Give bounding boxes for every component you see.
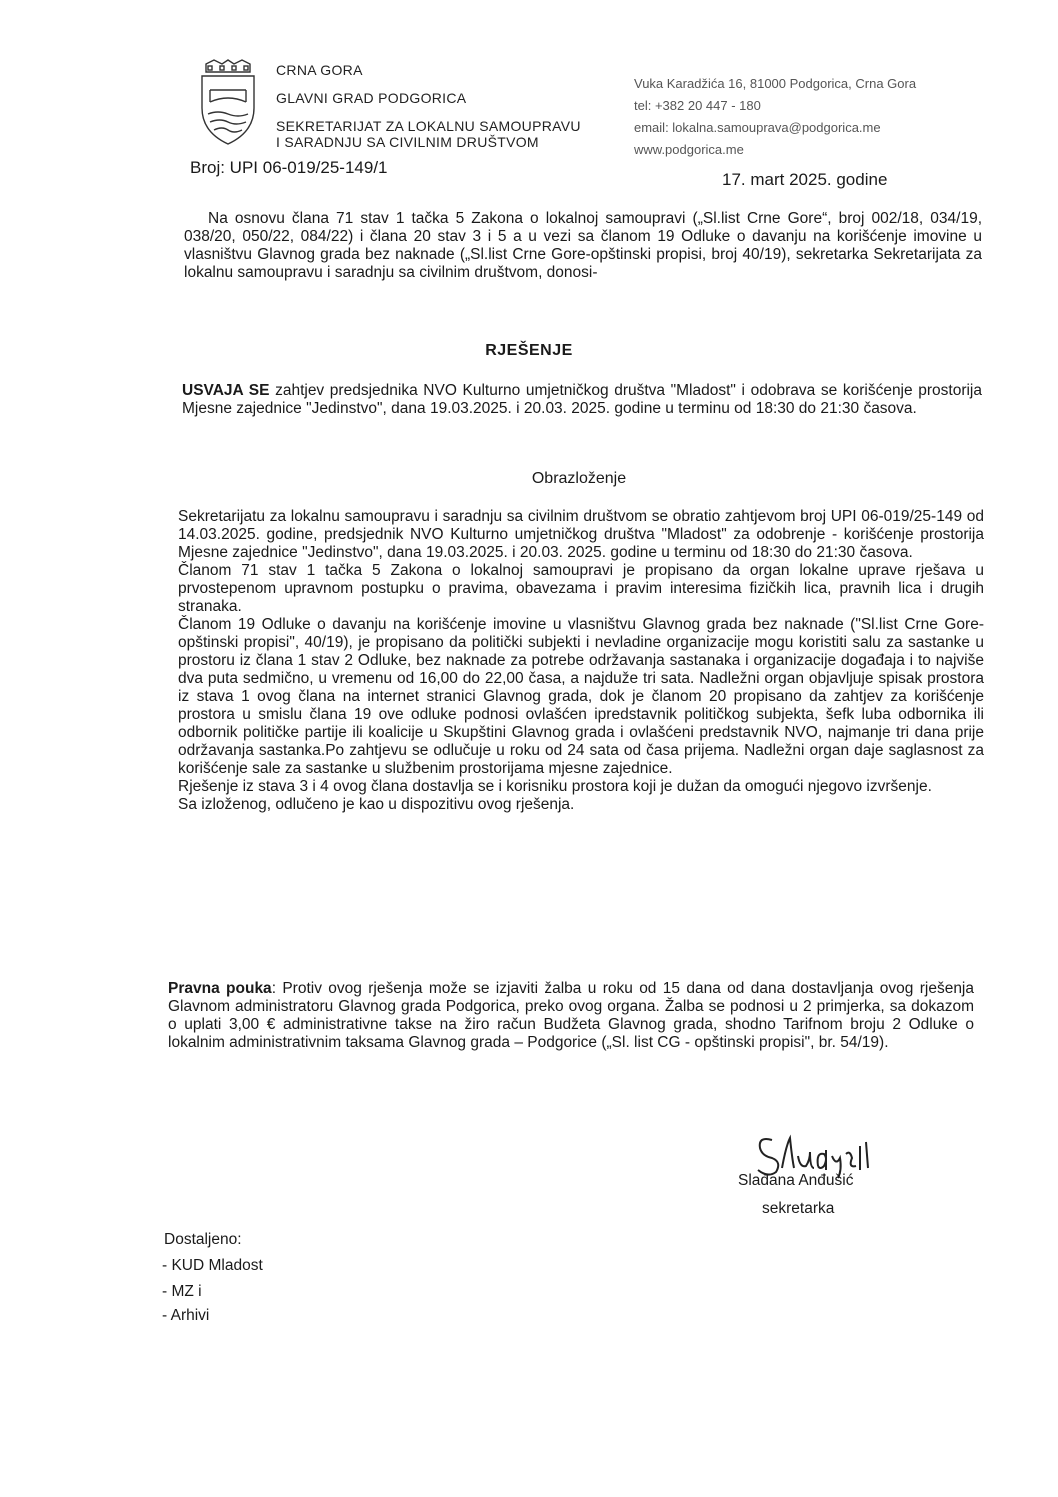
legal-notice-text: : Protiv ovog rješenja može se izjaviti žalba u roku od 15 dana od dana dostavljanja ovog rješenja Glavnom administratoru Glavnog grada Podgorica, preko ovog organa. Žalba se podnosi u 2 primjerka, sa dokazom o uplati 3,00 € administrativne takse na žiro račun Budžeta Glavnog grada, shodno Tarifnom broju 2 Odluke o lokalnim administrativnim taksama Glavnog grada – Podgorice („Sl. list CG - opštinski propisi", br. 54/19). bbox=[168, 980, 974, 1051]
org-name-country: CRNA GORA bbox=[276, 62, 363, 78]
website-text: www.podgorica.me bbox=[634, 142, 744, 157]
reasoning-title: Obrazloženje bbox=[531, 470, 627, 487]
reasoning-body bbox=[178, 508, 984, 814]
reasoning-paragraph-3: Članom 19 Odluke o davanju na korišćenje imovine u vlasništvu Glavnog grada bez naknade ("Sl.list Crne Gore-opštinski propisi", 40/19), je propisano da politički subjekti i nevladine organizacije mogu koristiti salu za sastanke u prostoru iz člana 1 stav 2 Odluke, bez naknade za potrebe održavanja sastanaka i organizacije događaja i to najviše dva puta sedmično, u vremenu od 16,00 do 22,00 časa, a najduže tri sata. Nadležni organ objavljuje spisak prostora iz stava 1 ovog člana na internet stranici Glavnog grada, dok je članom 20 propisano da zahtjev za korišćenje prostora u smislu člana 19 ove odluke podnosi ovlašćen ipredstavnik političkog subjekta, šefk luba odbornika ili odbornik političke partije ili koalicije u Skupštini Glavnog grada i ovlašćeni predstavnik NVO, najmanje tri dana prije održavanja sastanka.Po zahtjevu se odlučuje u roku od 24 sata od časa prijema. Nadležni organ daje saglasnost za korišćenje sale za sastanke u službenim prostorijama mjesne zajednice. bbox=[178, 616, 984, 777]
legal-notice-lead: Pravna pouka bbox=[168, 980, 272, 997]
delivered-item: - KUD Mladost bbox=[162, 1257, 263, 1274]
org-name-city: GLAVNI GRAD PODGORICA bbox=[276, 90, 467, 106]
delivered-item: - MZ i bbox=[162, 1283, 202, 1300]
document-date: 17. mart 2025. godine bbox=[722, 170, 888, 189]
org-name-secretariat-cont: I SARADNJU SA CIVILNIM DRUŠTVOM bbox=[276, 134, 539, 150]
legal-notice-paragraph bbox=[168, 980, 974, 1052]
delivered-item: - Arhivi bbox=[162, 1307, 210, 1324]
case-number: Broj: UPI 06-019/25-149/1 bbox=[190, 158, 388, 177]
reasoning-paragraph-4: Rješenje iz stava 3 i 4 ovog člana dostavlja se i korisniku prostora koji je dužan da omogući njegovo izvršenje. bbox=[178, 778, 932, 795]
reasoning-paragraph-2: Članom 71 stav 1 tačka 5 Zakona o lokalnoj samoupravi je propisano da organ lokalne uprave rješava u prvostepenom upravnom postupku o pravima, obavezama i pravim interesima fizičkih lica, pravnih lica i drugih stranaka. bbox=[178, 562, 984, 615]
decision-lead: USVAJA SE bbox=[182, 382, 270, 399]
decision-title: RJEŠENJE bbox=[485, 342, 573, 359]
decision-paragraph bbox=[182, 382, 982, 418]
reasoning-paragraph-5: Sa izloženog, odlučeno je kao u dispozitivu ovog rješenja. bbox=[178, 796, 575, 813]
delivered-title: Dostaljeno: bbox=[164, 1231, 242, 1248]
phone-text: tel: +382 20 447 - 180 bbox=[634, 98, 761, 113]
address-text: Vuka Karadžića 16, 81000 Podgorica, Crna Gora bbox=[634, 76, 917, 91]
intro-paragraph: Na osnovu člana 71 stav 1 tačka 5 Zakona o lokalnoj samoupravi („Sl.list Crne Gore“, broj 002/18, 034/19, 038/20, 050/22, 084/22) i člana 20 stav 3 i 5 a u vezi sa članom 19 Odluke o davanju na korišćenje imovine u vlasništvu Glavnog grada bez naknade („Sl.list Crne Gore-opštinski propisi, broj 40/19), sekretarka Sekretarijata za lokalnu samoupravu i saradnju sa civilnim društvom, donosi- bbox=[184, 210, 982, 281]
signatory-name: Slađana Anđušić bbox=[738, 1172, 854, 1189]
email-text: email: lokalna.samouprava@podgorica.me bbox=[634, 120, 881, 135]
signatory-role: sekretarka bbox=[762, 1200, 835, 1217]
coat-of-arms-logo bbox=[196, 58, 260, 148]
org-name-secretariat: SEKRETARIJAT ZA LOKALNU SAMOUPRAVU bbox=[276, 118, 581, 134]
reasoning-paragraph-1: Sekretarijatu za lokalnu samoupravu i saradnju sa civilnim društvom se obratio zahtjevom broj UPI 06-019/25-149 od 14.03.2025. godine, predsjednik NVO Kulturno umjetničkog društva "Mladost" za odobrenje - korišćenje prostorija Mjesne zajednice "Jedinstvo", dana 19.03.2025. i 20.03. 2025. godine u terminu od 18:30 do 21:30 časova. bbox=[178, 508, 984, 561]
decision-text: zahtjev predsjednika NVO Kulturno umjetničkog društva "Mladost" i odobrava se korišćenje prostorija Mjesne zajednice "Jedinstvo", dana 19.03.2025. i 20.03. 2025. godine u terminu od 18:30 do 21:30 časova. bbox=[182, 382, 982, 417]
